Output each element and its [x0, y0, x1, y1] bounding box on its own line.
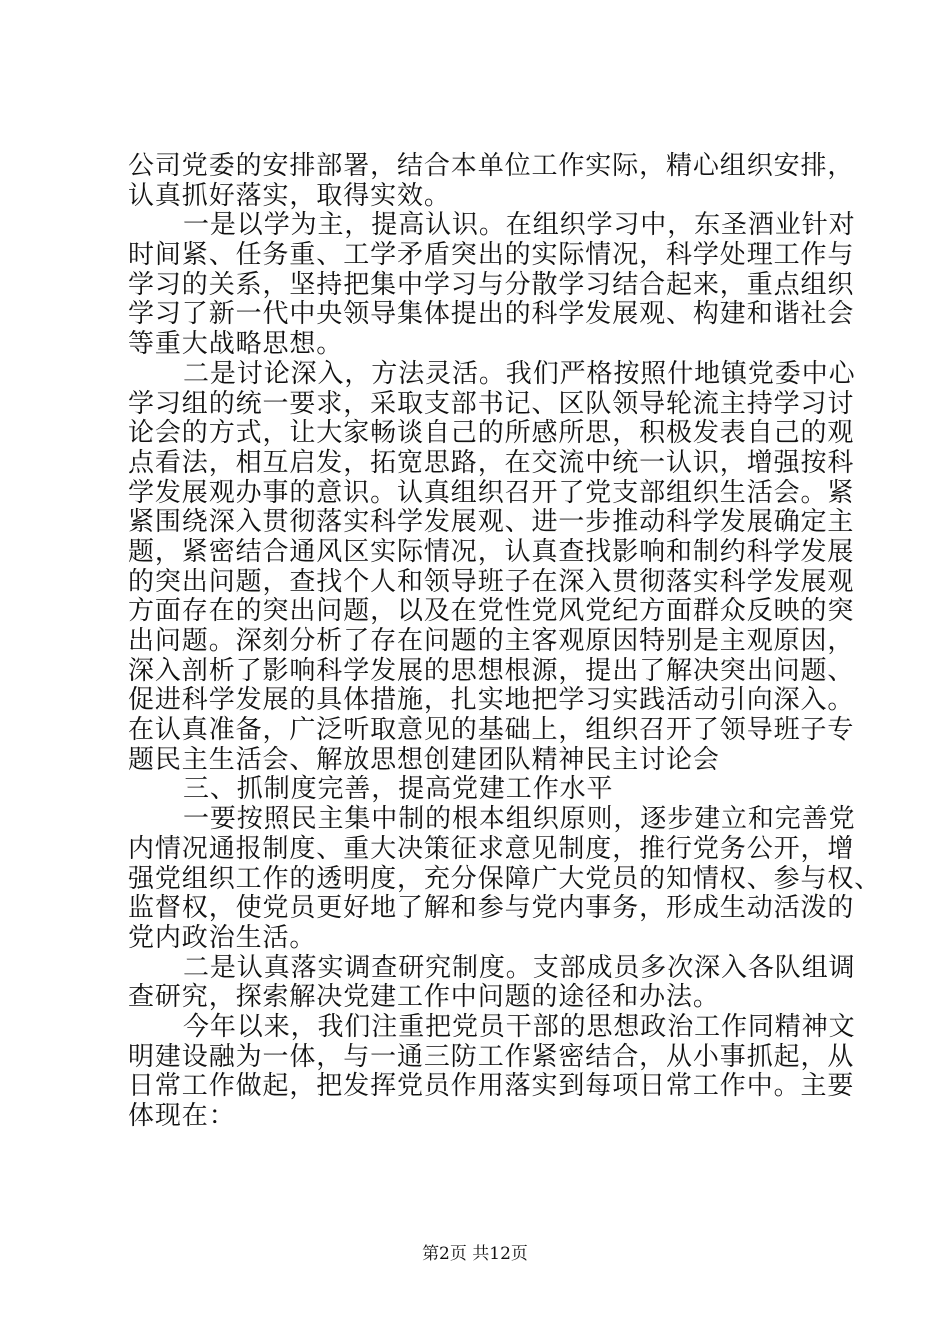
text-line: 二是认真落实调查研究制度。支部成员多次深入各队组调: [183, 952, 856, 983]
text-line: 点看法，相互启发，拓宽思路，在交流中统一认识，增强按科: [128, 447, 855, 478]
text-line: 今年以来，我们注重把党员干部的思想政治工作同精神文: [183, 1011, 856, 1042]
text-line: 学习组的统一要求，采取支部书记、区队领导轮流主持学习讨: [128, 388, 855, 419]
text-line: 一是以学为主，提高认识。在组织学习中，东圣酒业针对: [183, 210, 856, 241]
text-line: 一要按照民主集中制的根本组织原则，逐步建立和完善党: [183, 804, 856, 835]
text-line: 明建设融为一体，与一通三防工作紧密结合，从小事抓起，从: [128, 1041, 855, 1072]
text-line: 时间紧、任务重、工学矛盾突出的实际情况，科学处理工作与: [128, 240, 855, 271]
text-line: 等重大战略思想。: [128, 329, 344, 360]
text-line: 题民主生活会、解放思想创建团队精神民主讨论会: [128, 744, 720, 775]
text-line: 学习了新一代中央领导集体提出的科学发展观、构建和谐社会: [128, 299, 855, 330]
text-line: 公司党委的安排部署，结合本单位工作实际，精心组织安排，: [128, 151, 855, 181]
page-footer: 第2页 共12页: [422, 1244, 528, 1264]
text-line: 学习的关系，坚持把集中学习与分散学习结合起来，重点组织: [128, 269, 855, 300]
document-body: [128, 151, 882, 1132]
text-line: 二是讨论深入，方法灵活。我们严格按照什地镇党委中心: [183, 358, 856, 389]
text-line: 深入剖析了影响科学发展的思想根源，提出了解决突出问题、: [128, 655, 855, 686]
text-line: 体现在：: [128, 1101, 236, 1131]
text-line: 学发展观办事的意识。认真组织召开了党支部组织生活会。紧: [128, 477, 855, 508]
text-line: 日常工作做起，把发挥党员作用落实到每项日常工作中。主要: [128, 1071, 855, 1102]
text-line: 促进科学发展的具体措施，扎实地把学习实践活动引向深入。: [128, 685, 855, 716]
text-line: 紧围绕深入贯彻落实科学发展观、进一步推动科学发展确定主: [128, 507, 855, 538]
text-line: 在认真准备，广泛听取意见的基础上，组织召开了领导班子专: [128, 715, 855, 746]
text-line: 出问题。深刻分析了存在问题的主客观原因特别是主观原因，: [128, 626, 855, 656]
text-line: 方面存在的突出问题，以及在党性党风党纪方面群众反映的突: [128, 596, 855, 627]
text-line: 内情况通报制度、重大决策征求意见制度，推行党务公开，增: [128, 833, 855, 864]
text-line: 党内政治生活。: [128, 922, 317, 953]
text-line: 认真抓好落实，取得实效。: [128, 180, 451, 211]
text-line: 题，紧密结合通风区实际情况，认真查找影响和制约科学发展: [128, 536, 855, 567]
text-line: 论会的方式，让大家畅谈自己的所感所思，积极发表自己的观: [128, 418, 855, 449]
text-line: 三、抓制度完善，提高党建工作水平: [183, 774, 614, 805]
text-line: 强党组织工作的透明度，充分保障广大党员的知情权、参与权、: [128, 863, 882, 894]
text-line: 的突出问题，查找个人和领导班子在深入贯彻落实科学发展观: [128, 566, 855, 597]
text-line: 监督权，使党员更好地了解和参与党内事务，形成生动活泼的: [128, 893, 855, 924]
text-line: 查研究，探索解决党建工作中问题的途径和办法。: [128, 982, 720, 1013]
